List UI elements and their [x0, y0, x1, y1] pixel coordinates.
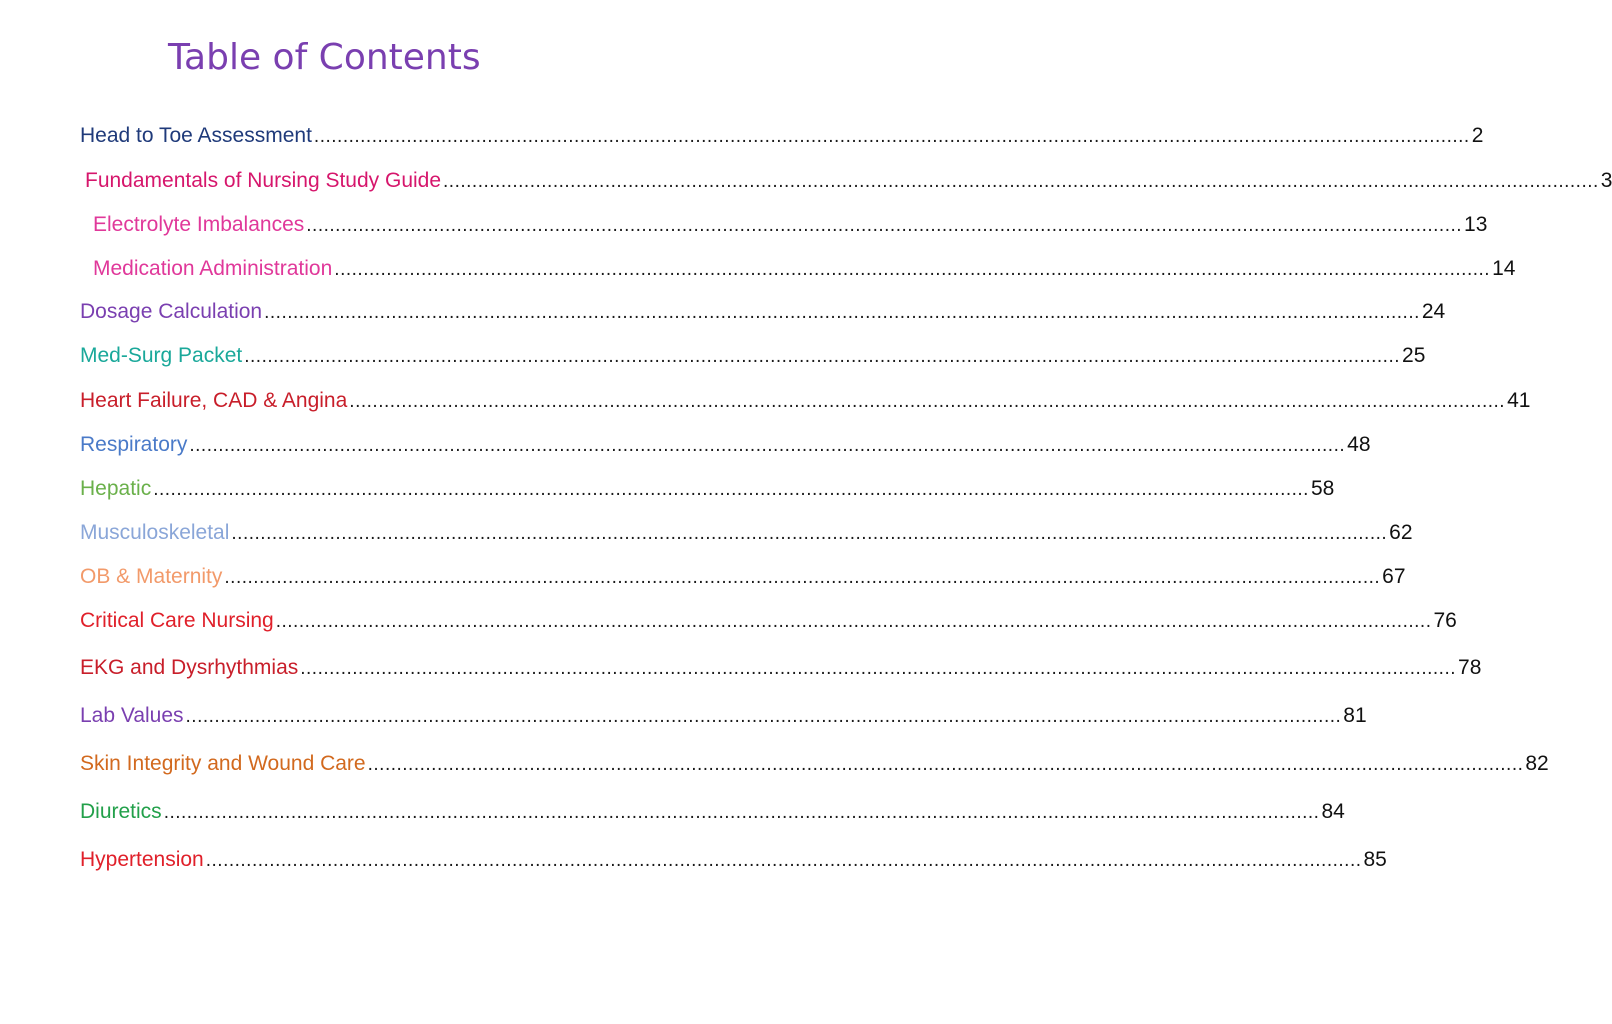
toc-entry-label: OB & Maternity: [80, 565, 223, 588]
toc-entry-page-number: 24: [1421, 300, 1446, 323]
toc-entry-label: Respiratory: [80, 433, 188, 456]
dot-leader: ........................................................................................................................................................................................................: [231, 523, 1388, 544]
toc-entry-label: Medication Administration: [93, 257, 333, 280]
toc-entry-page-number: 14: [1492, 257, 1516, 280]
toc-entry-label: Fundamentals of Nursing Study Guide: [85, 169, 442, 192]
dot-leader: ........................................................................................................................................................................................................: [244, 346, 1401, 367]
dot-leader: ........................................................................................................................................................................................................: [275, 611, 1432, 632]
dot-leader: ........................................................................................................................................................................................................: [334, 259, 1491, 280]
toc-entry[interactable]: [80, 386, 1531, 416]
toc-entry-label: Head to Toe Assessment: [80, 124, 312, 147]
dot-leader: ........................................................................................................................................................................................................: [185, 706, 1342, 727]
toc-entry-label: Hypertension: [80, 848, 204, 871]
toc-entry[interactable]: [80, 845, 1387, 875]
toc-entry[interactable]: [80, 474, 1335, 504]
toc-entry-page-number: 58: [1310, 477, 1335, 500]
toc-entry-label: Skin Integrity and Wound Care: [80, 752, 366, 775]
toc-entry-page-number: 85: [1363, 848, 1387, 871]
dot-leader: ........................................................................................................................................................................................................: [153, 479, 1309, 500]
toc-entry-page-number: 25: [1402, 344, 1426, 367]
toc-entry[interactable]: [80, 797, 1345, 827]
dot-leader: ........................................................................................................................................................................................................: [443, 171, 1599, 192]
toc-entry[interactable]: [80, 297, 1446, 327]
toc-entry-page-number: 13: [1464, 213, 1488, 236]
dot-leader: ........................................................................................................................................................................................................: [224, 567, 1381, 588]
toc-entry-page-number: 62: [1389, 521, 1413, 544]
toc-entry-label: Diuretics: [80, 800, 162, 823]
toc-entry-label: Hepatic: [80, 477, 152, 500]
toc-entry[interactable]: [93, 210, 1488, 240]
toc-entry[interactable]: [80, 430, 1371, 460]
toc-entry-label: Med-Surg Packet: [80, 344, 243, 367]
toc-entry[interactable]: [85, 166, 1612, 196]
dot-leader: ........................................................................................................................................................................................................: [189, 435, 1346, 456]
toc-entry-page-number: 41: [1507, 389, 1531, 412]
toc-entry-label: Electrolyte Imbalances: [93, 213, 305, 236]
dot-leader: ........................................................................................................................................................................................................: [349, 391, 1506, 412]
dot-leader: ........................................................................................................................................................................................................: [163, 802, 1320, 823]
toc-entry-page-number: 3: [1600, 169, 1612, 192]
toc-entry-label: EKG and Dysrhythmias: [80, 656, 299, 679]
toc-entry-page-number: 67: [1382, 565, 1406, 588]
toc-entry-page-number: 84: [1321, 800, 1345, 823]
toc-entry[interactable]: [80, 121, 1484, 151]
toc-entry-label: Lab Values: [80, 704, 184, 727]
dot-leader: ........................................................................................................................................................................................................: [367, 754, 1524, 775]
dot-leader: ........................................................................................................................................................................................................: [264, 302, 1420, 323]
toc-entry[interactable]: [80, 701, 1367, 731]
dot-leader: ........................................................................................................................................................................................................: [205, 850, 1362, 871]
toc-entry[interactable]: [80, 606, 1457, 636]
toc-entry-label: Musculoskeletal: [80, 521, 230, 544]
toc-entry-page-number: 2: [1471, 124, 1484, 147]
toc-entry-page-number: 78: [1458, 656, 1482, 679]
toc-entry-page-number: 81: [1343, 704, 1367, 727]
toc-entry-label: Dosage Calculation: [80, 300, 263, 323]
toc-entry-label: Heart Failure, CAD & Angina: [80, 389, 348, 412]
toc-entry[interactable]: [93, 254, 1516, 284]
page-title: Table of Contents: [168, 37, 481, 78]
dot-leader: ........................................................................................................................................................................................................: [306, 215, 1463, 236]
toc-entry-label: Critical Care Nursing: [80, 609, 274, 632]
toc-entry-page-number: 48: [1347, 433, 1371, 456]
dot-leader: ........................................................................................................................................................................................................: [313, 126, 1470, 147]
toc-entry[interactable]: [80, 749, 1549, 779]
dot-leader: ........................................................................................................................................................................................................: [300, 658, 1457, 679]
toc-entry[interactable]: [80, 518, 1413, 548]
toc-entry[interactable]: [80, 341, 1426, 371]
toc-entry[interactable]: [80, 562, 1406, 592]
toc-entry-page-number: 82: [1525, 752, 1549, 775]
toc-entry-page-number: 76: [1433, 609, 1457, 632]
toc-entry[interactable]: [80, 653, 1482, 683]
